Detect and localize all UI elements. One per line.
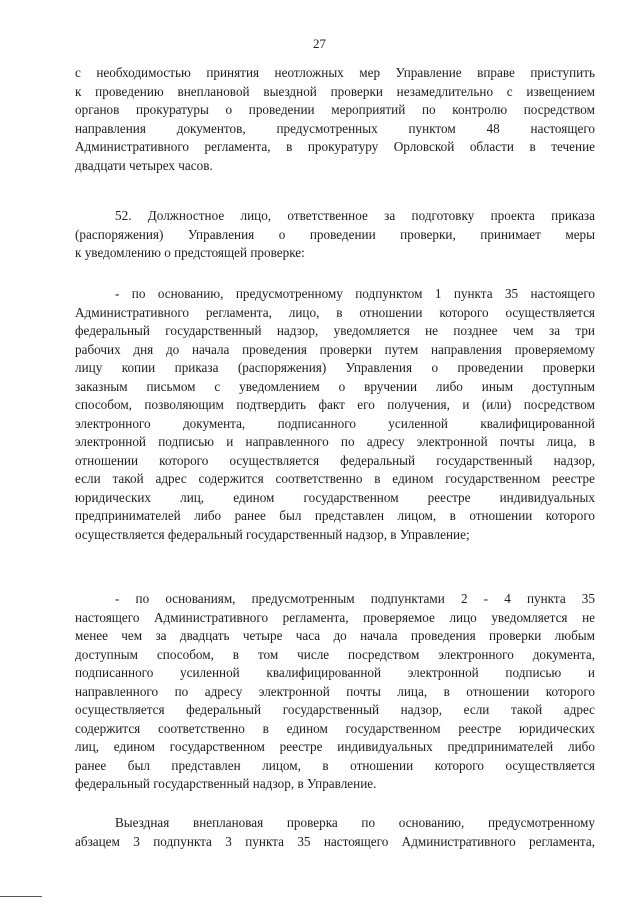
text-line: - по основаниям, предусмотренным подпунктами 2 - 4 пункта 35 bbox=[115, 591, 595, 606]
text-line: юридических лиц, едином государственном реестре индивидуальных bbox=[75, 489, 595, 505]
paragraph-2 bbox=[75, 207, 595, 263]
text-line: рабочих дня до начала проведения проверки путем направления проверяемому bbox=[75, 341, 595, 357]
text-line: электронной подписью и направленного по адресу электронной почты лица, в bbox=[75, 434, 595, 449]
text-line: осуществляется федеральный государственный надзор, в Управление; bbox=[75, 526, 470, 542]
text-line: Административного регламента, лицо, в отношении которого осуществляется bbox=[75, 304, 595, 320]
paragraph-3 bbox=[75, 285, 595, 544]
text-line: содержится соответственно в едином государственном реестре юридических bbox=[75, 720, 595, 736]
text-line: органов прокуратуры о проведении мероприятий по контролю посредством bbox=[75, 102, 595, 117]
text-line: осуществляется федеральный государственный надзор, если такой адрес bbox=[75, 702, 595, 717]
text-line: лиц, едином государственном реестре индивидуальных предпринимателей либо bbox=[75, 739, 595, 754]
text-line: с необходимостью принятия неотложных мер Управление вправе приступить bbox=[75, 65, 595, 80]
page-number: 27 bbox=[313, 36, 326, 51]
scan-edge-mark bbox=[0, 896, 42, 897]
text-line: подписанного усиленной квалифицированной электронной подписью и bbox=[75, 665, 595, 680]
text-line: предпринимателей либо ранее был представлен лицом, в отношении которого bbox=[75, 508, 595, 523]
text-line: ранее был представлен лицом, в отношении которого осуществляется bbox=[75, 757, 595, 773]
text-line: - по основанию, предусмотренному подпунктом 1 пункта 35 настоящего bbox=[115, 286, 595, 301]
text-line: доступным способом, в том числе посредством электронного документа, bbox=[75, 646, 595, 662]
text-line: федеральный государственный надзор, уведомляется не позднее чем за три bbox=[75, 323, 595, 338]
text-line: направленного по адресу электронной почты лица, в отношении которого bbox=[75, 683, 595, 699]
paragraph-5 bbox=[75, 814, 595, 851]
text-line: 52. Должностное лицо, ответственное за подготовку проекта приказа bbox=[115, 208, 595, 223]
paragraph-4 bbox=[75, 590, 595, 794]
text-line: менее чем за двадцать четыре часа до начала проведения проверки любым bbox=[75, 628, 595, 643]
text-line: абзацем 3 подпункта 3 пункта 35 настоящего Административного регламента, bbox=[75, 833, 595, 849]
text-line: федеральный государственный надзор, в Управление. bbox=[75, 776, 377, 791]
text-line: способом, позволяющим подтвердить факт его получения, и (или) посредством bbox=[75, 397, 595, 412]
text-line: если такой адрес содержится соответственно в едином государственном реестре bbox=[75, 471, 595, 486]
text-line: направления документов, предусмотренных пунктом 48 настоящего bbox=[75, 120, 595, 136]
text-line: настоящего Административного регламента, проверяемое лицо уведомляется не bbox=[75, 609, 595, 625]
text-line: к проведению внеплановой выездной проверки незамедлительно с извещением bbox=[75, 83, 595, 99]
text-line: электронного документа, подписанного усиленной квалифицированной bbox=[75, 415, 595, 431]
text-line: (распоряжения) Управления о проведении проверки, принимает меры bbox=[75, 226, 595, 242]
text-line: лицу копии приказа (распоряжения) Управления о проведении проверки bbox=[75, 360, 595, 375]
paragraph-1 bbox=[75, 64, 595, 175]
text-line: заказным письмом с уведомлением о вручении либо иным доступным bbox=[75, 378, 595, 394]
text-line: Административного регламента, в прокуратуру Орловской области в течение bbox=[75, 139, 595, 154]
text-line: двадцати четырех часов. bbox=[75, 157, 213, 173]
text-line: отношении которого осуществляется федеральный государственный надзор, bbox=[75, 452, 595, 468]
text-line: к уведомлению о предстоящей проверке: bbox=[75, 245, 305, 260]
text-line: Выездная внеплановая проверка по основанию, предусмотренному bbox=[115, 815, 595, 830]
